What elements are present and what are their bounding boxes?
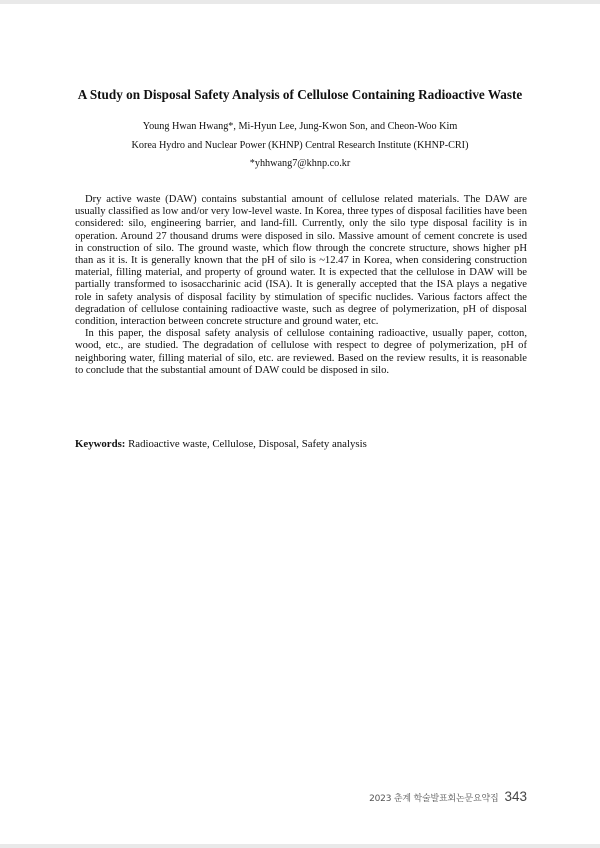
abstract-body — [75, 194, 527, 377]
proceedings-title: 2023 춘계 학술발표회논문요약집 — [369, 794, 499, 804]
corresponding-email: *yhhwang7@khnp.co.kr — [249, 158, 351, 169]
affiliation: Korea Hydro and Nuclear Power (KHNP) Central Research Institute (KHNP-CRI) — [131, 140, 469, 151]
page-footer — [369, 789, 527, 804]
abstract-paragraph-1: Dry active waste (DAW) contains substantial amount of cellulose related materials. The DAW are usually classified as low and/or very low-level waste. In Korea, three types of disposal facilities have been considered: silo, engineering barrier, and land-fill. Currently, only the silo type disposal facility is in operation. Around 27 thousand drums were disposed in silo. Massive amount of cement concrete is used in construction of silo. The ground waste, which flow through the concrete structure, shows higher pH than as it is. It is generally known that the pH of silo is ~12.47 in Korea, when considering construction material, filling material, and property of ground water. It is expected that the cellulose in DAW will be partially transformed to isosaccharinic acid (ISA). It is generally accepted that the ISA plays a negative role in safety analysis of disposal facility by stimulation of specific nuclides. Various factors affect the degradation of cellulose containing radioactive waste, such as degree of polymerization, pH of disposal condition, interaction between concrete structure and ground water, etc. — [75, 194, 527, 328]
page-bottom-edge — [0, 844, 600, 848]
keywords-label: Keywords: — [75, 438, 126, 450]
abstract-paragraph-2: In this paper, the disposal safety analysis of cellulose containing radioactive, usually paper, cotton, wood, etc., are studied. The degradation of cellulose with respect to degree of polymerization, pH of neighboring water, filling material of silo, etc. are reviewed. Based on the review results, it is reasonable to conclude that the substantial amount of DAW could be disposed in silo. — [75, 328, 527, 376]
keywords-line — [75, 438, 527, 450]
page-top-edge — [0, 0, 600, 4]
page-number: 343 — [504, 789, 527, 804]
author-list: Young Hwan Hwang*, Mi-Hyun Lee, Jung-Kwon Son, and Cheon-Woo Kim — [142, 121, 458, 132]
paper-title: A Study on Disposal Safety Analysis of Cellulose Containing Radioactive Waste — [77, 87, 523, 102]
keywords-list: Radioactive waste, Cellulose, Disposal, Safety analysis — [128, 438, 367, 450]
